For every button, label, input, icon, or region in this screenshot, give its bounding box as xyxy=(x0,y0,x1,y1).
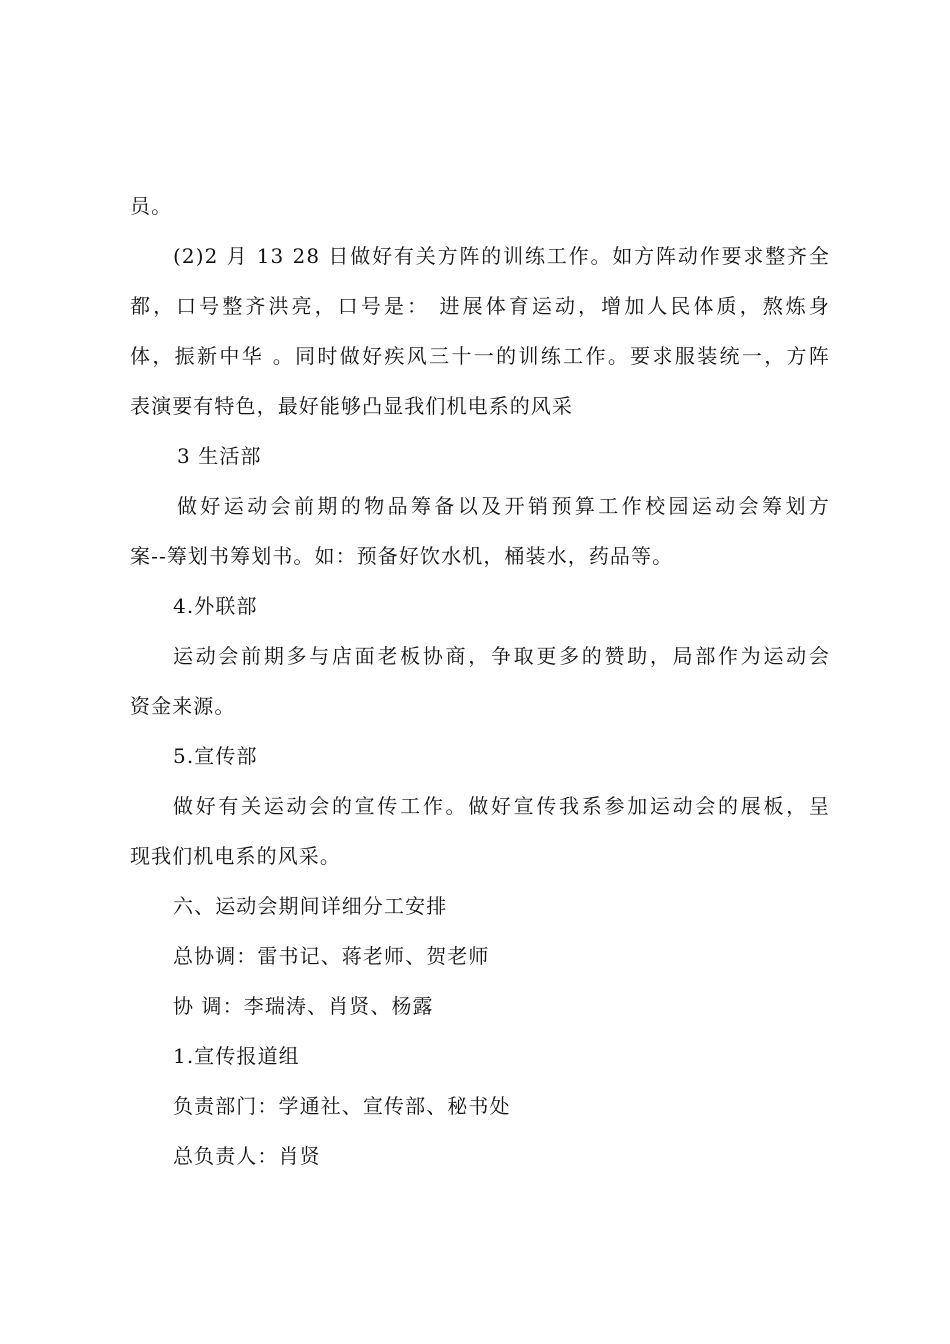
text-line-1: 员。 xyxy=(130,194,173,218)
section-heading-group-1: 1.宣传报道组 xyxy=(173,1044,300,1068)
text-line-11: 资金来源。 xyxy=(130,694,236,718)
text-line-7: 做好运动会前期的物品筹备以及开销预算工作校园运动会筹划方 xyxy=(177,494,830,518)
text-line-4: 体，振新中华 。同时做好疾风三十一的训练工作。要求服装统一，方阵 xyxy=(130,344,830,368)
section-heading-5: 5.宣传部 xyxy=(173,744,258,768)
text-line-13: 做好有关运动会的宣传工作。做好宣传我系参加运动会的展板，呈 xyxy=(173,794,830,818)
text-line-17: 协 调：李瑞涛、肖贤、杨露 xyxy=(173,994,434,1018)
text-line-5: 表演要有特色，最好能够凸显我们机电系的风采 xyxy=(130,394,574,418)
text-line-14: 现我们机电系的风采。 xyxy=(130,844,341,868)
text-line-16: 总协调：雷书记、蒋老师、贺老师 xyxy=(173,944,490,968)
text-line-19: 负责部门：学通社、宣传部、秘书处 xyxy=(173,1094,511,1118)
section-heading-3: 3 生活部 xyxy=(177,444,262,468)
text-line-8: 案--筹划书筹划书。如：预备好饮水机，桶装水，药品等。 xyxy=(130,544,674,568)
text-line-20: 总负责人：肖贤 xyxy=(173,1144,321,1168)
text-line-3: 都，口号整齐洪亮，口号是： 进展体育运动，增加人民体质，熬炼身 xyxy=(130,294,830,318)
section-heading-4: 4.外联部 xyxy=(173,594,258,618)
text-line-10: 运动会前期多与店面老板协商，争取更多的赞助，局部作为运动会 xyxy=(173,644,830,668)
section-heading-6: 六、运动会期间详细分工安排 xyxy=(173,894,448,918)
text-line-2: (2)2 月 13 28 日做好有关方阵的训练工作。如方阵动作要求整齐全 xyxy=(173,244,830,268)
